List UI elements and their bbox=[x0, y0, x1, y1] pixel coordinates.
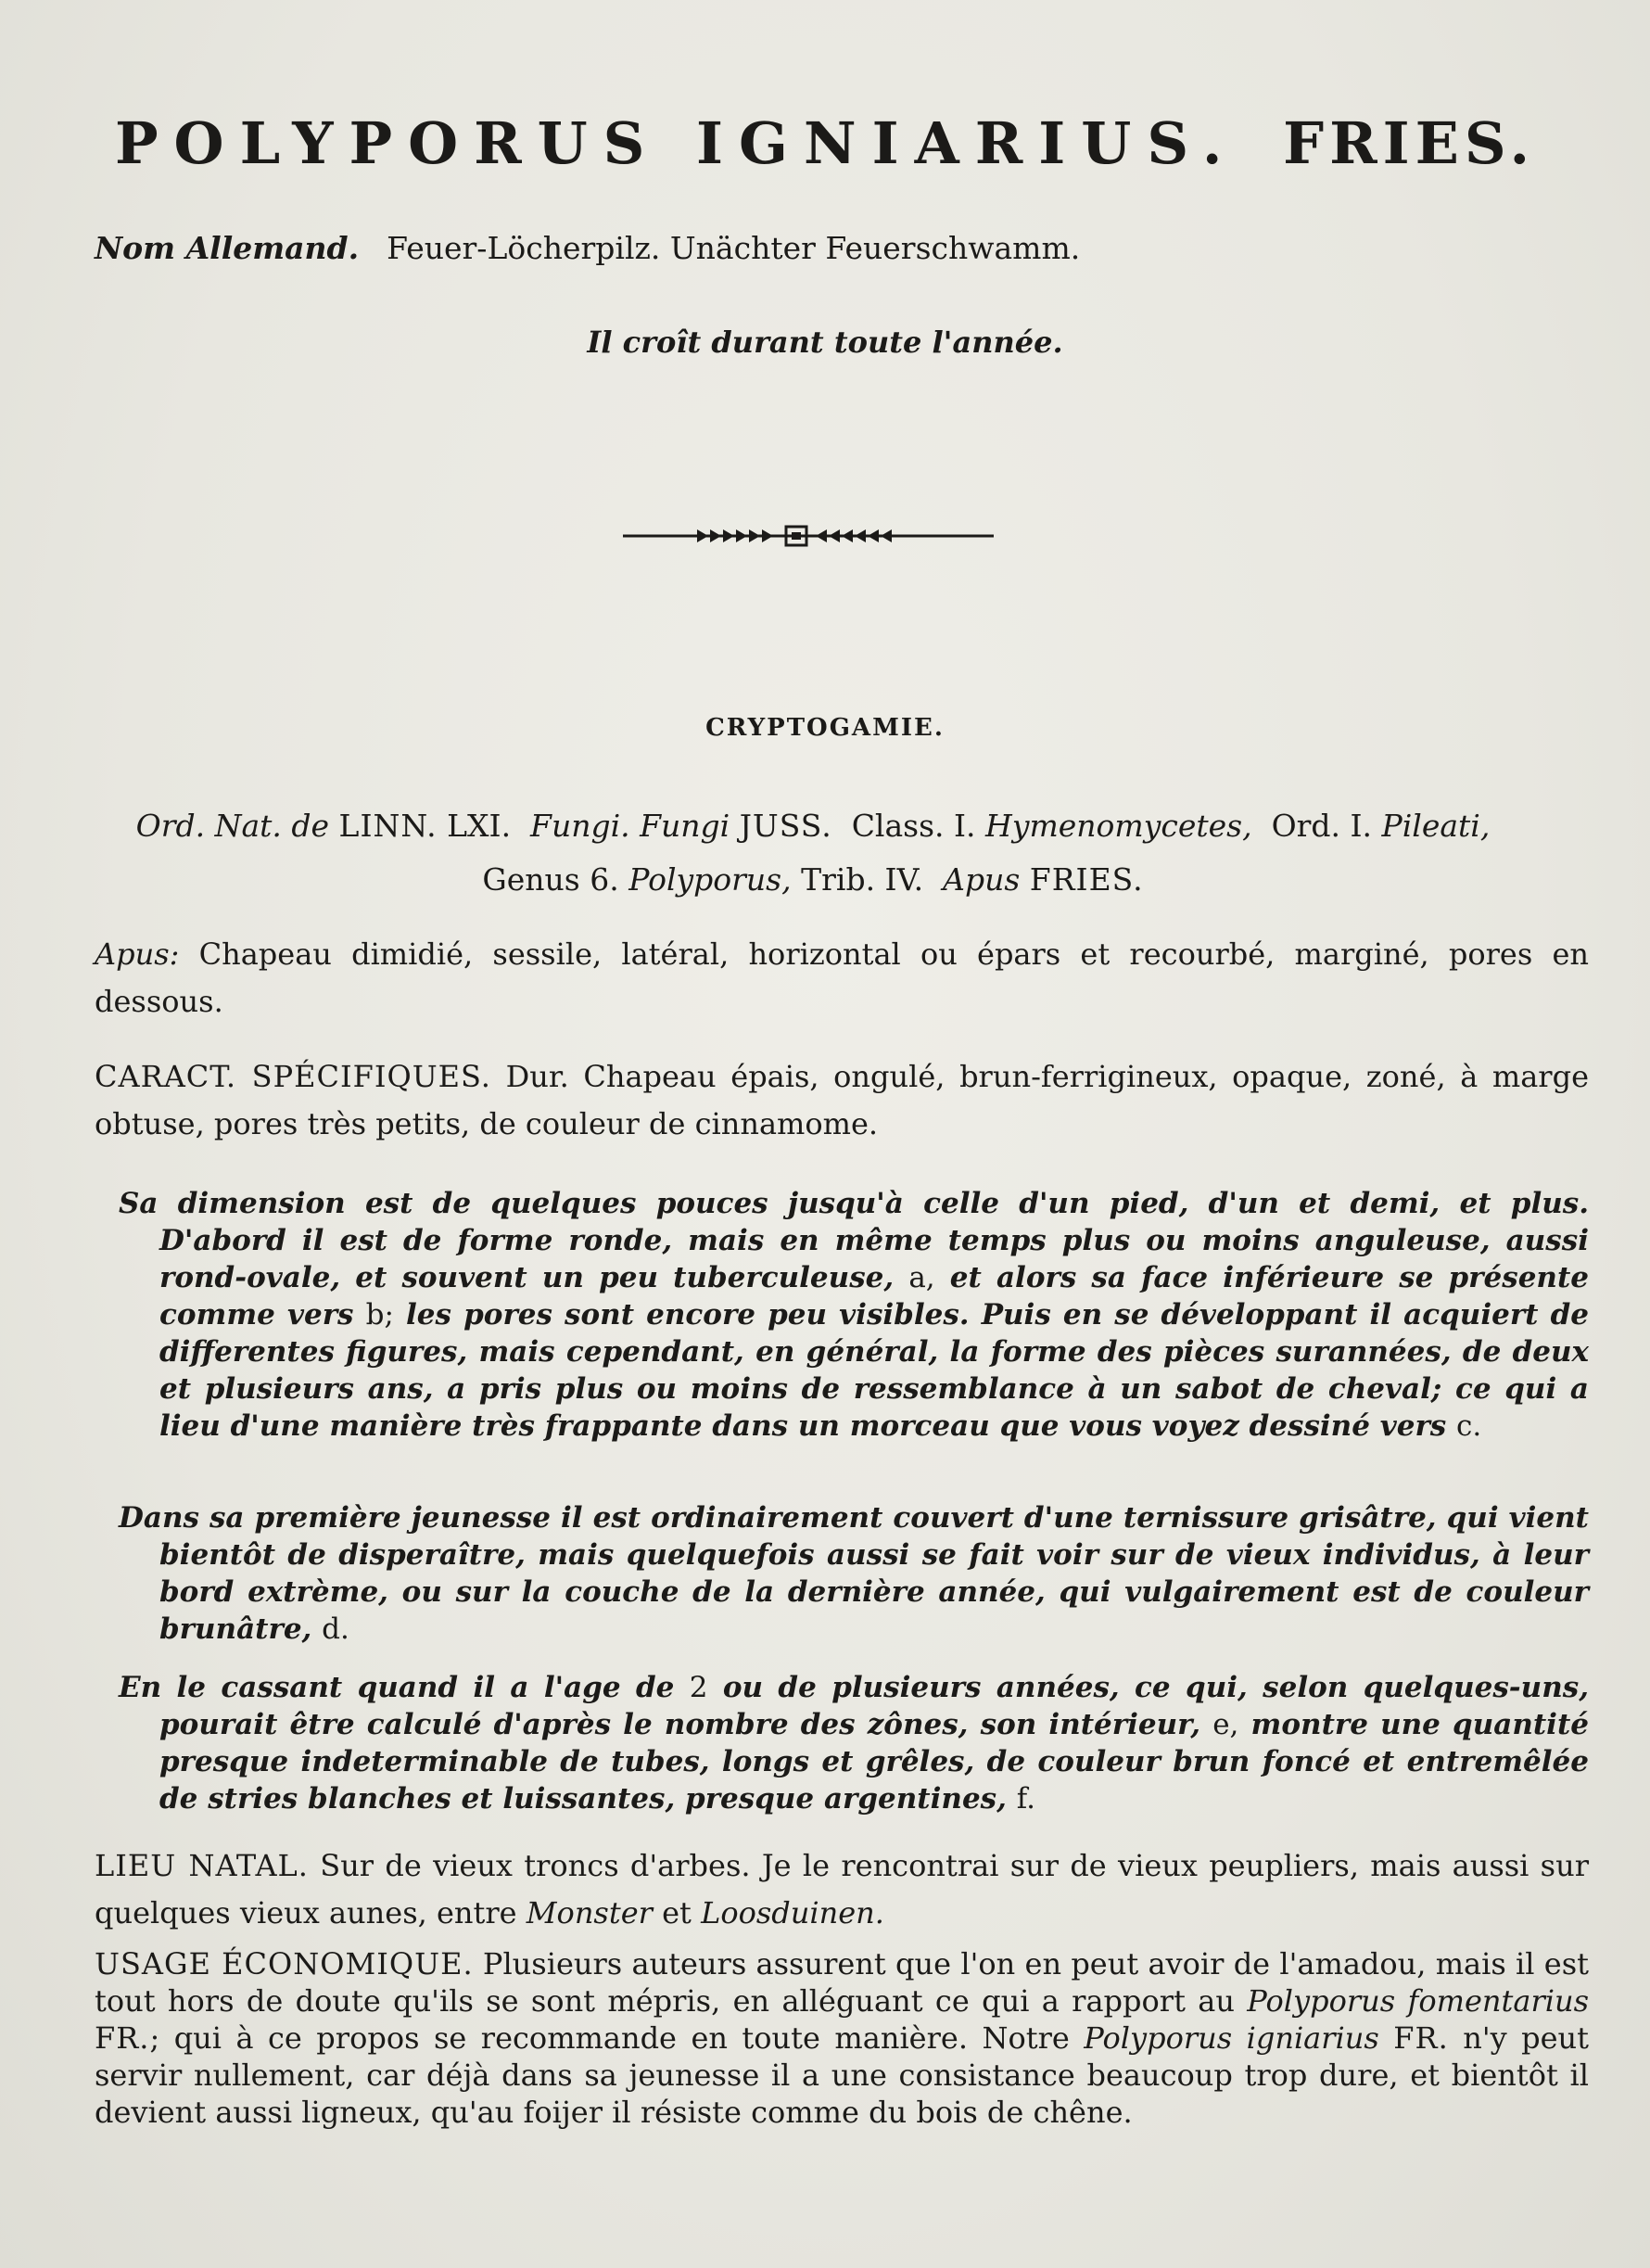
usage-species-igniarius: Polyporus igniarius bbox=[1084, 2020, 1379, 2056]
tax-fungi: Fungi. Fungi bbox=[530, 808, 730, 844]
lieu-text-1: Sur de vieux troncs d'arbes. Je le rencontrai sur de vieux peupliers, mais aussi sur quelques vieux aunes, entre bbox=[95, 1848, 1590, 1930]
desc3-mark-2: 2 bbox=[689, 1671, 708, 1704]
desc1-text-1: Sa dimension est de quelques pouces jusqu'à celle d'un pied, d'un et demi, et plus. D'abord il est de forme ronde, mais en même temps plus ou moins anguleuse, aussi rond-ovale, et souvent un peu tuberculeuse, bbox=[119, 1187, 1589, 1294]
tax-class: Class. I. bbox=[851, 808, 976, 844]
tax-ord: Ord. I. bbox=[1271, 808, 1373, 844]
tax-ord-nat: Ord. Nat. de bbox=[135, 808, 330, 844]
apus-paragraph bbox=[95, 931, 1589, 1026]
species-name: POLYPORUS IGNIARIUS. bbox=[114, 109, 1238, 177]
species-author: FRIES. bbox=[1283, 109, 1536, 177]
usage-text-1: Plusieurs auteurs assurent que l'on en peut avoir de l'amadou, mais il est tout hors de doute qu'ils se sont mépris, en alléguant ce qui a rapport au bbox=[95, 1946, 1590, 2019]
usage-author-2: FR. bbox=[1393, 2020, 1449, 2056]
desc3-text-3: montre une quantité presque indeterminable de tubes, longs et grêles, de couleur brun foncé et entremêlée de stries blanches et luissantes, presque argentines, bbox=[159, 1708, 1590, 1816]
page-title bbox=[0, 109, 1650, 177]
desc1-text-2: et alors sa face inférieure se présente comme vers bbox=[159, 1261, 1589, 1331]
desc1-mark-b: b; bbox=[365, 1298, 394, 1331]
caract-text: Dur. Chapeau épais, ongulé, brun-ferrigineux, opaque, zoné, à marge obtuse, pores très petits, de couleur de cinnamome. bbox=[95, 1059, 1590, 1141]
desc3-mark-f: f. bbox=[1016, 1782, 1035, 1816]
season-line: Il croît durant toute l'année. bbox=[587, 325, 1063, 360]
tax-hymenomycetes: Hymenomycetes, bbox=[985, 808, 1252, 844]
german-name-label: Nom Allemand. bbox=[95, 230, 360, 266]
tax-fries: FRIES. bbox=[1029, 861, 1144, 898]
lieu-label: LIEU NATAL. bbox=[95, 1848, 309, 1883]
desc1-mark-c: c. bbox=[1456, 1409, 1482, 1443]
caract-paragraph bbox=[95, 1053, 1589, 1148]
german-name-line bbox=[95, 230, 1080, 266]
desc1-text-3: les pores sont encore peu visibles. Puis en se développant il acquiert de differentes figures, mais cependant, en général, la forme des pièces surannées, de deux et plusieurs ans, a pris plus ou moins de ressemblance à un sabot de cheval; ce qui a lieu d'une manière très frappante dans un morceau que vous voyez dessiné vers bbox=[159, 1298, 1590, 1443]
usage-label: USAGE ÉCONOMIQUE. bbox=[95, 1946, 474, 1981]
description-paragraph-1 bbox=[119, 1185, 1589, 1445]
desc3-text-1: En le cassant quand il a l'age de bbox=[119, 1671, 675, 1704]
desc1-mark-a: a, bbox=[908, 1261, 935, 1294]
classification-heading: CRYPTOGAMIE. bbox=[705, 714, 945, 742]
usage-author-1: FR. bbox=[95, 2020, 150, 2056]
usage-species-fomentarius: Polyporus fomentarius bbox=[1247, 1983, 1590, 2019]
tax-genus: Genus 6. bbox=[482, 861, 619, 898]
tax-pileati: Pileati, bbox=[1381, 808, 1491, 844]
description-paragraph-2 bbox=[119, 1499, 1589, 1648]
lieu-place-monster: Monster bbox=[526, 1895, 653, 1930]
lieu-text-2: et bbox=[662, 1895, 692, 1930]
lieu-place-loosduinen: Loosduinen. bbox=[701, 1895, 884, 1930]
usage-text-2: ; qui à ce propos se recommande en toute manière. Notre bbox=[149, 2020, 1070, 2056]
desc3-mark-e: e, bbox=[1212, 1708, 1239, 1741]
desc3-text-2: ou de plusieurs années, ce qui, selon quelques-uns, pourait être calculé d'après le nombre des zônes, son intérieur, bbox=[159, 1671, 1589, 1741]
apus-text: Chapeau dimidié, sessile, latéral, horizontal ou épars et recourbé, marginé, pores en dessous. bbox=[95, 937, 1590, 1019]
desc2-mark-d: d. bbox=[322, 1612, 349, 1646]
usage-text-3: n'y peut servir nullement, car déjà dans sa jeunesse il a une consistance beaucoup trop dure, et bientôt il devient aussi ligneux, qu'au foijer il résiste comme du bois de chêne. bbox=[95, 2020, 1590, 2130]
german-name-text: Feuer-Löcherpilz. Unächter Feuerschwamm. bbox=[387, 230, 1081, 266]
ornament-divider-icon bbox=[623, 525, 994, 547]
tax-juss: JUSS. bbox=[739, 808, 832, 844]
tax-apus: Apus bbox=[943, 861, 1021, 898]
lieu-natal-paragraph bbox=[95, 1842, 1589, 1937]
usage-paragraph bbox=[95, 1945, 1589, 2131]
tax-linn: LINN. bbox=[338, 808, 438, 844]
description-paragraph-3 bbox=[119, 1669, 1589, 1817]
taxonomy-block bbox=[95, 799, 1531, 907]
tax-polyporus: Polyporus, bbox=[628, 861, 792, 898]
desc2-text-1: Dans sa première jeunesse il est ordinairement couvert d'une ternissure grisâtre, qui vient bientôt de disperaître, mais quelquefois aussi se fait voir sur de vieux individus, à leur bord extrème, ou sur la couche de la dernière année, qui vulgairement est de couleur brunâtre, bbox=[119, 1501, 1589, 1646]
apus-label: Apus: bbox=[95, 937, 180, 972]
tax-lxi: LXI. bbox=[447, 808, 512, 844]
caract-label: CARACT. SPÉCIFIQUES. bbox=[95, 1059, 491, 1094]
tax-trib: Trib. IV. bbox=[801, 861, 924, 898]
